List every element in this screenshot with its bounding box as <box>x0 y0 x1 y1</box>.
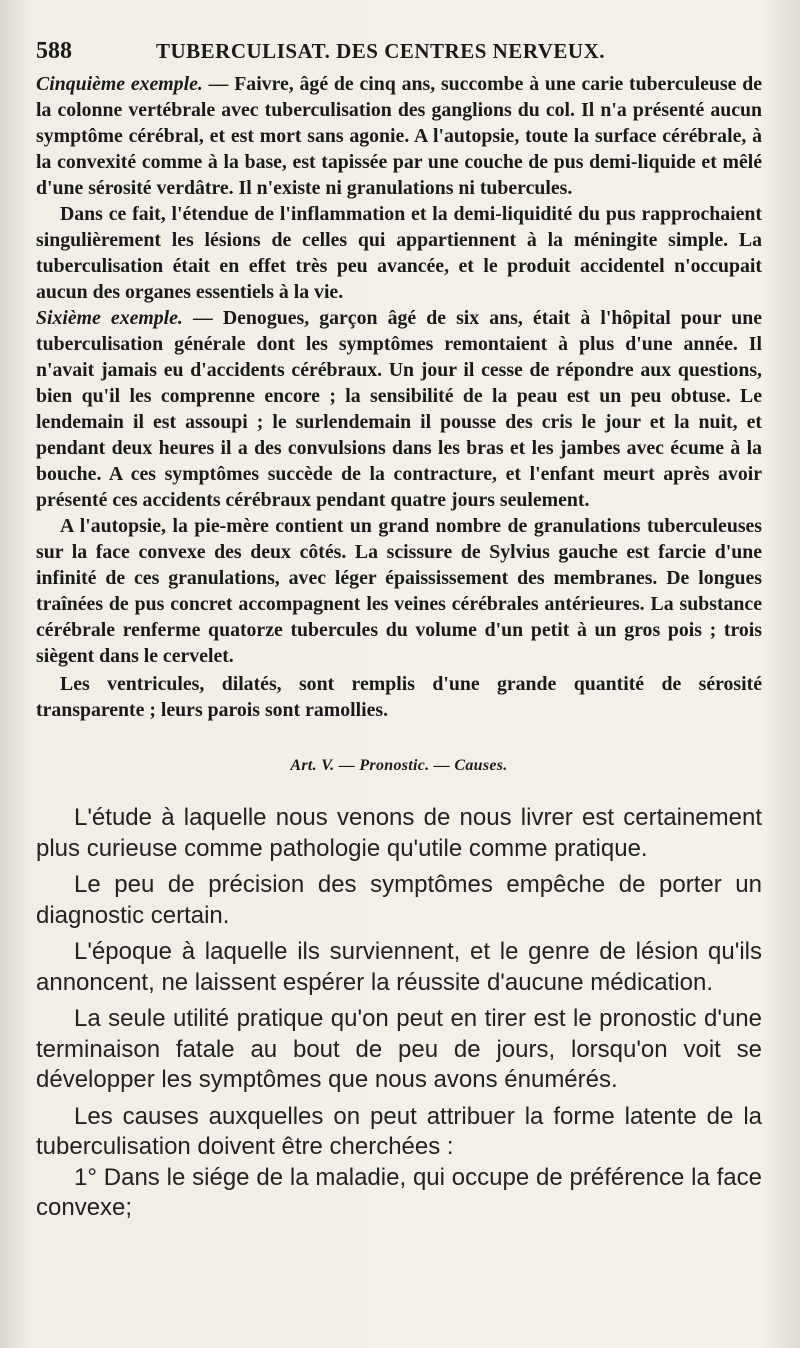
paragraph-autopsy: A l'autopsie, la pie-mère contient un grand nombre de granulations tuberculeuses sur la face convexe des deux côtés. La scissure de Sylvius gauche est farcie d'une infinité de ces granulations, avec léger épaississement des membranes. De longues traînées de pus concret accompagnent les veines cérébrales antérieures. La substance cérébrale renferme quatorze tubercules du volume d'un petit à un gros pois ; trois siègent dans le cervelet. <box>36 515 762 667</box>
case-examples <box>36 71 762 723</box>
paragraph-sixth-example <box>36 305 762 513</box>
page-header <box>36 38 762 65</box>
main-text <box>36 803 762 1224</box>
paragraph-study: L'étude à laquelle nous venons de nous livrer est certainement plus curieuse comme pathologie qu'utile comme pratique. <box>36 804 762 862</box>
paragraph-ventricles: Les ventricules, dilatés, sont remplis d'une grande quantité de sérosité transparente ; leurs parois sont ramollies. <box>36 673 762 721</box>
paragraph-diagnostic: Le peu de précision des symptômes empêche de porter un diagnostic certain. <box>36 871 762 929</box>
paragraph-fifth-example <box>36 71 762 201</box>
running-head: TUBERCULISAT. DES CENTRES NERVEUX. <box>156 39 605 63</box>
paragraph-medication: L'époque à laquelle ils surviennent, et le genre de lésion qu'ils annoncent, ne laissent espérer la réussite d'aucune médication. <box>36 938 762 996</box>
sixth-example-lead: Sixième exemple. <box>36 307 183 329</box>
paragraph-prognosis: La seule utilité pratique qu'on peut en tirer est le pronostic d'une terminaison fatale au bout de peu de jours, lorsqu'on voit se développer les symptômes que nous avons énumérés. <box>36 1005 762 1093</box>
sixth-example-text: — Denogues, garçon âgé de six ans, était à l'hôpital pour une tuberculisation générale dont les symptômes remontaient à plus d'une année. Il n'avait jamais eu d'accidents cérébraux. Un jour il cesse de répondre aux questions, bien qu'il les comprenne encore ; la sensibilité de la peau est un peu obtuse. Le lendemain il est assoupi ; le surlendemain il pousse des cris le jour et la nuit, et pendant deux heures il a des convulsions dans les bras et les jambes avec écume à la bouche. A ces symptômes succède de la contracture, et l'enfant meurt après avoir présenté ces accidents cérébraux pendant quatre jours seulement. <box>36 307 762 511</box>
paragraph-commentary: Dans ce fait, l'étendue de l'inflammation et la demi-liquidité du pus rapprochaient singulièrement les lésions de celles qui appartiennent à la méningite simple. La tuberculisation était en effet très peu avancée, et le produit accidentel n'occupait aucun des organes essentiels à la vie. <box>36 203 762 303</box>
fifth-example-text: — Faivre, âgé de cinq ans, succombe à une carie tuberculeuse de la colonne vertébrale avec tuberculisation des ganglions du col. Il n'a présenté aucun symptôme cérébral, et est mort sans agonie. A l'autopsie, toute la surface cérébrale, à la convexité comme à la base, est tapissée par une couche de pus demi-liquide et mêlé d'une sérosité verdâtre. Il n'existe ni granulations ni tubercules. <box>36 73 762 199</box>
paragraph-cause-1: 1° Dans le siége de la maladie, qui occupe de préférence la face convexe; <box>36 1163 762 1221</box>
paragraph-causes: Les causes auxquelles on peut attribuer la forme latente de la tuberculisation doivent être cherchées : <box>36 1102 762 1160</box>
section-title: Art. V. — Pronostic. — Causes. <box>290 757 508 774</box>
fifth-example-lead: Cinquième exemple. <box>36 73 203 95</box>
page-number: 588 <box>36 38 72 64</box>
